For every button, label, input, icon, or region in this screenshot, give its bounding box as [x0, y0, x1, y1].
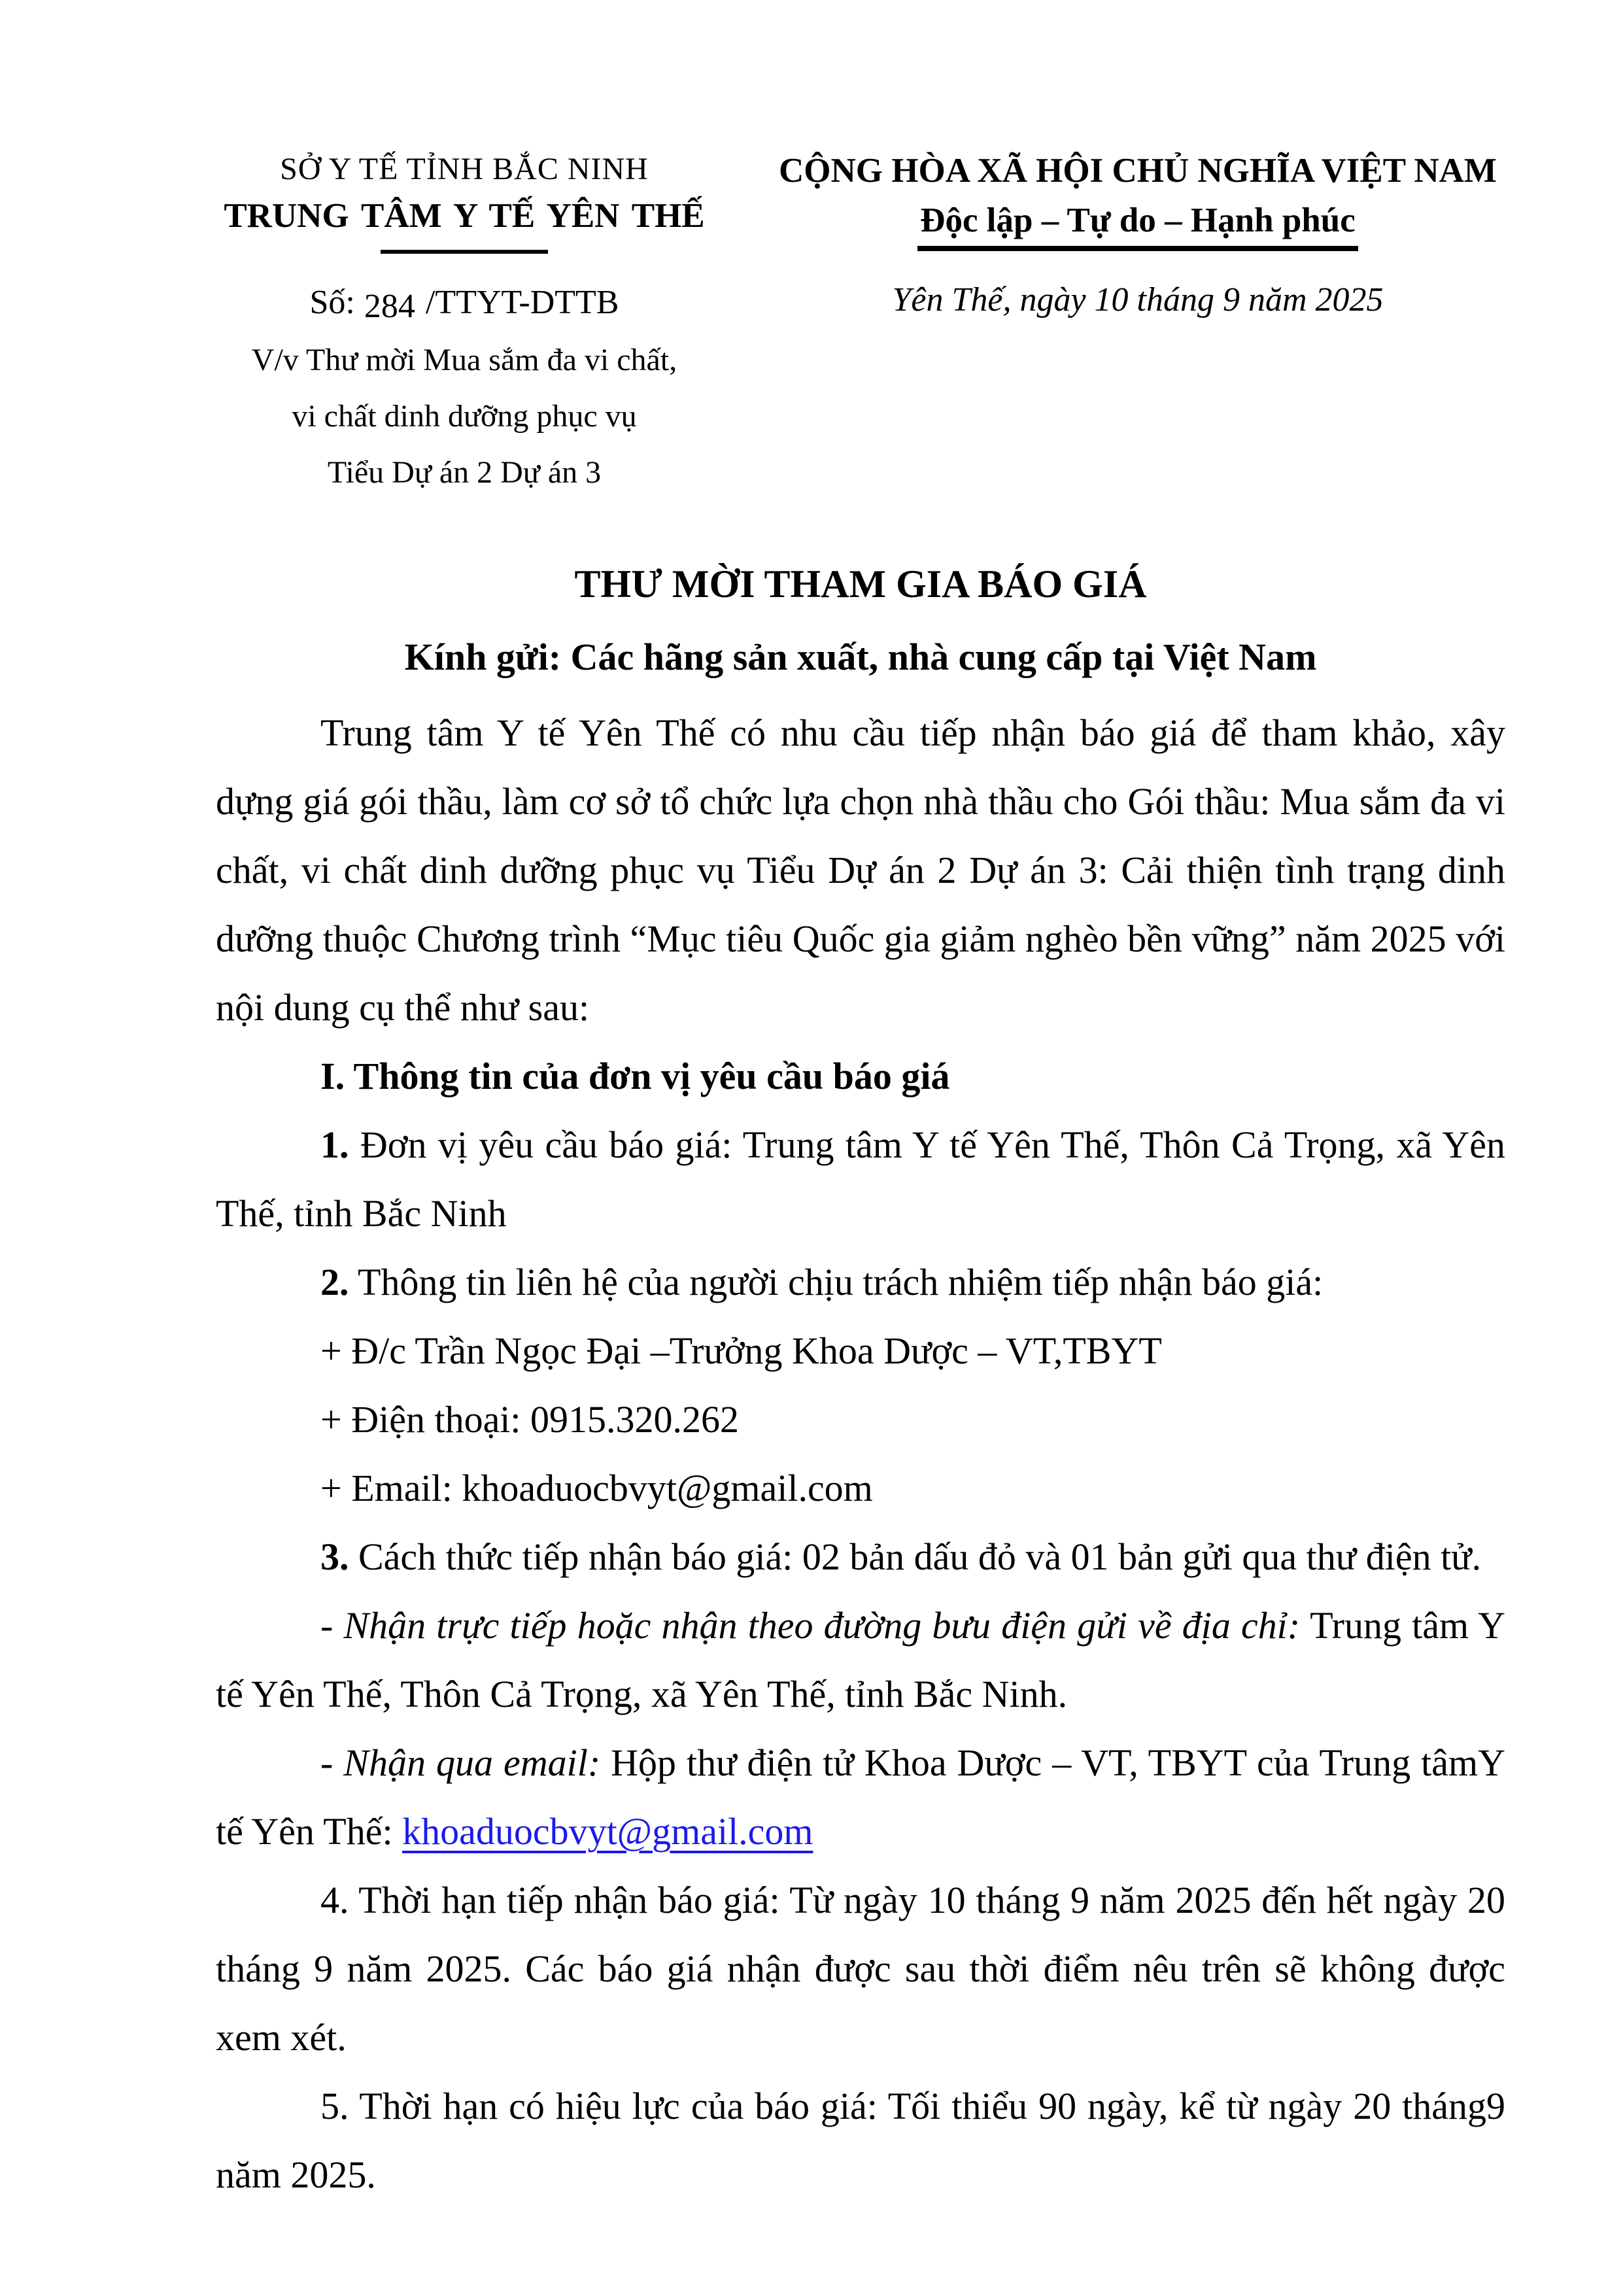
document-number-line [216, 283, 713, 323]
national-motto: Độc lập – Tự do – Hạnh phúc [917, 200, 1358, 251]
org-underline-divider [381, 250, 548, 254]
item-5-number: 5. [320, 2085, 349, 2127]
document-body [216, 698, 1505, 2209]
salutation-line: Kính gửi: Các hãng sản xuất, nhà cung cấp tại Việt Nam [404, 636, 1317, 678]
receive-direct-line [216, 1591, 1505, 1728]
item-3-text: Cách thức tiếp nhận báo giá: 02 bản dấu đỏ và 01 bản gửi qua thư điện tử. [358, 1535, 1482, 1578]
subject-line-3: Tiểu Dự án 2 Dự án 3 [327, 455, 602, 490]
item-2-contact-heading [216, 1248, 1505, 1316]
org-name: TRUNG TÂM Y TẾ YÊN THẾ [224, 197, 705, 235]
item-2-text: Thông tin liên hệ của người chịu trách nhiệm tiếp nhận báo giá: [357, 1261, 1324, 1303]
item-5-text: Thời hạn có hiệu lực của báo giá: Tối thiểu 90 ngày, kể từ ngày 20 tháng9 năm 2025. [216, 2085, 1505, 2196]
contact-name-line: + Đ/c Trần Ngọc Đại –Trưởng Khoa Dược – VT,TBYT [320, 1329, 1162, 1372]
receive-email-line [216, 1728, 1505, 1866]
document-number-prefix: Số: [309, 284, 355, 321]
receive-direct-text: Trung tâm Y tế Yên Thế, Thôn Cả Trọng, xã Yên Thế, tỉnh Bắc Ninh. [216, 1604, 1506, 1715]
contact-email-line: + Email: khoaduocbvyt@gmail.com [320, 1467, 873, 1509]
item-2-number: 2. [320, 1261, 349, 1303]
section-1-heading: I. Thông tin của đơn vị yêu cầu báo giá [320, 1055, 950, 1097]
item-5-validity [216, 2072, 1505, 2209]
document-number-suffix: /TTYT-DTTB [425, 284, 619, 321]
subject-line-2: vi chất dinh dưỡng phục vụ [292, 399, 637, 434]
item-3-number: 3. [320, 1535, 349, 1578]
receive-email-label: - Nhận qua email: [320, 1741, 601, 1784]
motto-wrap [759, 200, 1517, 251]
receive-direct-label: - Nhận trực tiếp hoặc nhận theo đường bưu điện gửi về địa chỉ: [320, 1604, 1301, 1647]
parent-org-name: SỞ Y TẾ TỈNH BẮC NINH [280, 152, 649, 186]
document-title: THƯ MỜI THAM GIA BÁO GIÁ [574, 562, 1147, 606]
issuing-org-block [216, 149, 713, 501]
contact-phone-line: + Điện thoại: 0915.320.262 [320, 1398, 740, 1441]
item-4-number: 4. [320, 1879, 349, 1921]
national-title: CỘNG HÒA XÃ HỘI CHỦ NGHĨA VIỆT NAM [779, 152, 1497, 190]
email-link[interactable]: khoaduocbvyt@gmail.com [402, 1810, 813, 1853]
place-and-date: Yên Thế, ngày 10 tháng 9 năm 2025 [892, 281, 1384, 318]
item-1-text: Đơn vị yêu cầu báo giá: Trung tâm Y tế Yên Thế, Thôn Cả Trọng, xã Yên Thế, tỉnh Bắc Ninh [216, 1123, 1506, 1235]
item-4-text: Thời hạn tiếp nhận báo giá: Từ ngày 10 tháng 9 năm 2025 đến hết ngày 20 tháng 9 năm 2025. Các báo giá nhận được sau thời điểm nêu trên sẽ không được xem xét. [216, 1879, 1505, 2059]
subject-line-1: V/v Thư mời Mua sắm đa vi chất, [251, 343, 677, 377]
national-motto-block [759, 149, 1517, 320]
intro-paragraph: Trung tâm Y tế Yên Thế có nhu cầu tiếp nhận báo giá để tham khảo, xây dựng giá gói thầu, làm cơ sở tổ chức lựa chọn nhà thầu cho Gói thầu: Mua sắm đa vi chất, vi chất dinh dưỡng phục vụ Tiểu Dự án 2 Dự án 3: Cải thiện tình trạng dinh dưỡng thuộc Chương trình “Mục tiêu Quốc gia giảm nghèo bền vững” năm 2025 với nội dung cụ thể như sau: [216, 711, 1505, 1029]
item-1-number: 1. [320, 1123, 349, 1166]
document-subject [216, 332, 713, 501]
item-3-method [216, 1522, 1505, 1591]
item-4-deadline [216, 1866, 1505, 2072]
document-header [216, 149, 1505, 501]
item-1-unit [216, 1110, 1505, 1248]
receive-email-text: Hộp thư điện tử Khoa Dược – VT, TBYT của Trung tâmY tế Yên Thế: [216, 1741, 1506, 1853]
document-number-value: 284 [364, 288, 415, 325]
